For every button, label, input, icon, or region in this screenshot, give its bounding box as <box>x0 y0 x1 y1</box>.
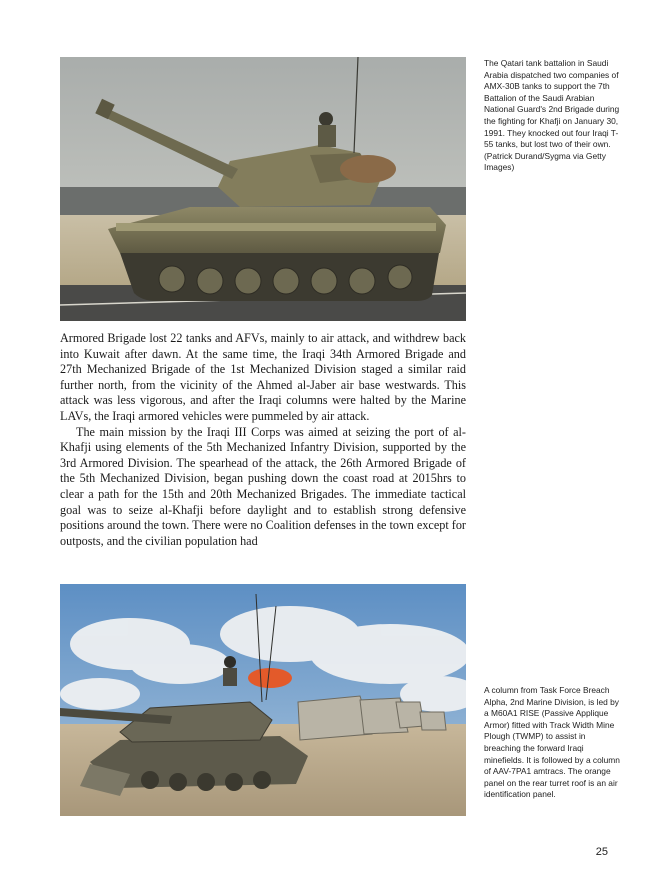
caption-m60a1: A column from Task Force Breach Alpha, 2nd Marine Division, is led by a M60A1 RISE (Passive Applique Armor) fitted with Track Width Mine Plough (TWMP) to assist in breaching the forward Iraqi minefields. It is followed by a column of AAV-7PA1 amtracs. The orange panel on the rear turret roof is an air identification panel. <box>484 685 620 800</box>
photo-amx30b-tank <box>60 57 466 321</box>
page-number: 25 <box>595 846 608 858</box>
body-paragraph-1: Armored Brigade lost 22 tanks and AFVs, mainly to air attack, and withdrew back into Kuwait after dawn. At the same time, the Iraqi 34th Armored Brigade and 27th Mechanized Brigade of the 1st Mechanized Division staged a similar raid further north, from the vicinity of the Ahmed al-Jaber air base westwards. This attack was less vigorous, and after the Iraqi columns were halted by the Marine LAVs, the Iraqi armored vehicles were pummeled by air attack. <box>60 331 466 423</box>
body-text <box>60 331 466 549</box>
column-photo-illustration <box>60 584 466 816</box>
body-paragraph-2: The main mission by the Iraqi III Corps was aimed at seizing the port of al-Khafji using elements of the 5th Mechanized Infantry Division, supported by the 3rd Armored Division. The spearhead of the attack, the 26th Armored Brigade of the 5th Mechanized Division, began pushing down the coast road at 2015hrs to clear a path for the 15th and 20th Mechanized Brigades. The immediate tactical goal was to seize al-Khafji before daylight and to establish strong defensive positions around the town. There were no Coalition defenses in the town except for outposts, and the civilian population had <box>60 424 466 548</box>
caption-amx30b: The Qatari tank battalion in Saudi Arabia dispatched two companies of AMX-30B tanks to support the 7th Battalion of the Saudi Arabian National Guard's 2nd Brigade during the fighting for Khafji on January 30, 1991. They knocked out four Iraqi T-55 tanks, but lost two of their own. (Patrick Durand/Sygma via Getty Images) <box>484 58 620 173</box>
tank-photo-illustration <box>60 57 466 321</box>
photo-m60a1-column <box>60 584 466 816</box>
